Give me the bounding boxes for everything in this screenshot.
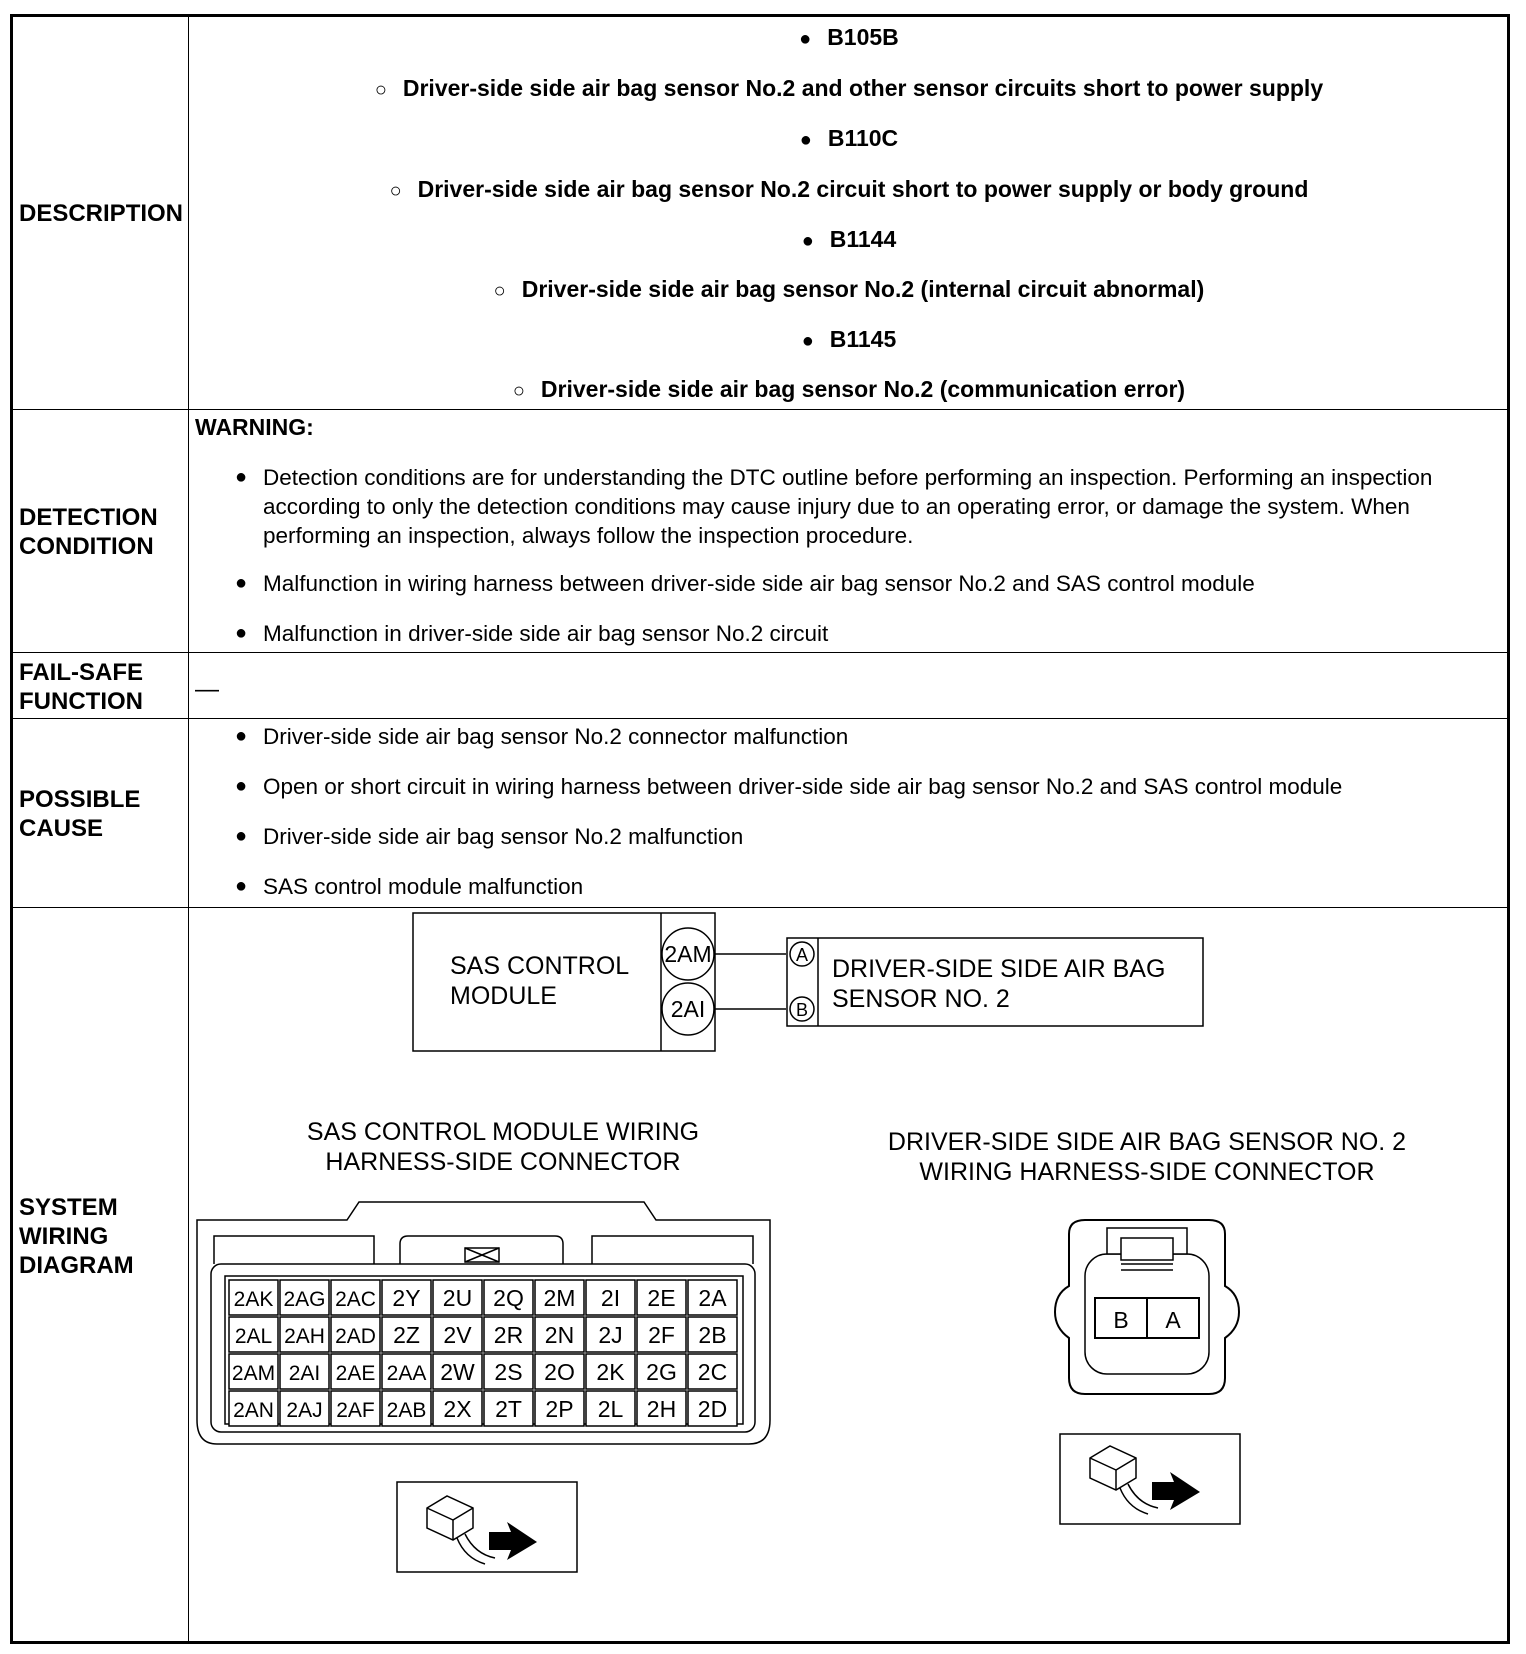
pin-label: 2AN bbox=[233, 1399, 274, 1422]
pin-label: 2O bbox=[544, 1359, 575, 1385]
dtc-code: ● B110C bbox=[799, 125, 899, 151]
sensor-pin-a: A bbox=[1165, 1307, 1181, 1333]
list-item: ● Open or short circuit in wiring harness between driver-side side air bag sensor No.2 and SAS control module bbox=[235, 774, 1343, 799]
description-content bbox=[189, 17, 1507, 409]
pin-label: 2P bbox=[545, 1396, 574, 1422]
terminal-label: B bbox=[795, 1000, 809, 1020]
bullet-icon: ● bbox=[235, 825, 248, 847]
pin-label: 2AI bbox=[288, 1362, 321, 1385]
list-item: ● Malfunction in driver-side side air bag sensor No.2 circuit bbox=[235, 621, 829, 646]
pin-label: 2AJ bbox=[286, 1399, 323, 1422]
list-item: ● SAS control module malfunction bbox=[235, 874, 584, 899]
pin-label: 2J bbox=[598, 1322, 623, 1348]
pin-label: 2W bbox=[440, 1359, 475, 1385]
pin-label: 2V bbox=[443, 1322, 472, 1348]
sensor-connector-title: DRIVER-SIDE SIDE AIR BAG SENSOR NO. 2 bbox=[887, 1128, 1407, 1156]
sensor-pin-b: B bbox=[1113, 1307, 1129, 1333]
sas-module-label: SAS CONTROL bbox=[450, 952, 630, 980]
sensor-box bbox=[787, 938, 1203, 1026]
pin-label: 2U bbox=[442, 1285, 473, 1311]
pin-label: 2M bbox=[543, 1285, 576, 1311]
pin-label: 2B bbox=[698, 1322, 727, 1348]
pin-label: 2AC bbox=[335, 1288, 376, 1311]
fail-safe-value: — bbox=[195, 676, 219, 703]
pin-label: 2K bbox=[596, 1359, 625, 1385]
pin-label: 2AB bbox=[386, 1399, 427, 1422]
list-item: ● Driver-side side air bag sensor No.2 connector malfunction bbox=[235, 724, 849, 749]
pin-label: 2Z bbox=[393, 1322, 420, 1348]
pin-label: 2Y bbox=[392, 1285, 421, 1311]
dtc-description: ○ Driver-side side air bag sensor No.2 and other sensor circuits short to power supply bbox=[374, 75, 1324, 101]
possible-cause-content bbox=[189, 718, 1507, 907]
sensor-connector-title: WIRING HARNESS-SIDE CONNECTOR bbox=[919, 1158, 1375, 1186]
dtc-description: ○ Driver-side side air bag sensor No.2 circuit short to power supply or body ground bbox=[389, 176, 1309, 202]
list-item: ● Detection conditions are for understanding the DTC outline before performing an inspection. Performing an inspection according to only the detection conditions may cause injury due to an operating error, or damage the system. When performing an inspection, always follow the inspection procedure. bbox=[235, 465, 1433, 548]
list-item: ● Driver-side side air bag sensor No.2 malfunction bbox=[235, 824, 744, 849]
list-item: ● Malfunction in wiring harness between driver-side side air bag sensor No.2 and SAS control module bbox=[235, 571, 1255, 596]
terminal-label: A bbox=[795, 945, 809, 965]
dtc-code: ● B105B bbox=[799, 24, 899, 50]
terminal-label: 2AM bbox=[664, 941, 712, 967]
bullet-icon: ● bbox=[235, 466, 248, 488]
pin-label: 2AF bbox=[336, 1399, 375, 1422]
pin-label: 2T bbox=[495, 1396, 522, 1422]
detection-condition-content bbox=[189, 409, 1507, 652]
wiring-diagram-content bbox=[189, 908, 1507, 1641]
pin-label: 2I bbox=[600, 1285, 621, 1311]
bullet-icon: ● bbox=[235, 572, 248, 594]
pin-label: 2L bbox=[597, 1396, 624, 1422]
pin-label: 2F bbox=[648, 1322, 675, 1348]
terminal-label: 2AI bbox=[670, 996, 706, 1022]
pin-label: 2AK bbox=[233, 1288, 274, 1311]
pin-label: 2AL bbox=[234, 1325, 273, 1348]
pin-label: 2AH bbox=[284, 1325, 325, 1348]
sensor-label: DRIVER-SIDE SIDE AIR BAG bbox=[832, 955, 1166, 983]
sas-connector-title: SAS CONTROL MODULE WIRING bbox=[306, 1118, 700, 1146]
sensor-label: SENSOR NO. 2 bbox=[832, 985, 1010, 1013]
bullet-icon: ● bbox=[235, 775, 248, 797]
lock-icon bbox=[465, 1248, 499, 1262]
sensor-connector bbox=[1055, 1220, 1239, 1394]
pin-label: 2S bbox=[494, 1359, 523, 1385]
pin-label: 2E bbox=[647, 1285, 676, 1311]
pin-label: 2N bbox=[544, 1322, 575, 1348]
dtc-code: ● B1144 bbox=[801, 226, 897, 252]
sas-module-label: MODULE bbox=[450, 982, 557, 1010]
bullet-icon: ● bbox=[235, 875, 248, 897]
pin-label: 2H bbox=[646, 1396, 677, 1422]
possible-cause-label: POSSIBLE CAUSE bbox=[19, 786, 141, 842]
sas-connector-title: HARNESS-SIDE CONNECTOR bbox=[325, 1148, 681, 1176]
pin-label: 2A bbox=[698, 1285, 727, 1311]
pin-label: 2C bbox=[697, 1359, 728, 1385]
pin-label: 2AA bbox=[386, 1362, 427, 1385]
pin-label: 2D bbox=[697, 1396, 728, 1422]
dtc-table bbox=[10, 14, 1510, 1644]
system-wiring-diagram-label: SYSTEM WIRING DIAGRAM bbox=[19, 1194, 134, 1279]
fail-safe-content bbox=[189, 652, 1507, 718]
pin-label: 2G bbox=[646, 1359, 677, 1385]
wiring-diagram bbox=[189, 908, 1507, 1641]
pin-label: 2AE bbox=[335, 1362, 376, 1385]
description-label: DESCRIPTION bbox=[19, 200, 184, 227]
pin-label: 2AD bbox=[335, 1325, 376, 1348]
detection-condition-label: DETECTION CONDITION bbox=[19, 504, 158, 560]
bullet-icon: ● bbox=[235, 622, 248, 644]
dtc-code: ● B1145 bbox=[801, 326, 897, 352]
fail-safe-label: FAIL-SAFE FUNCTION bbox=[19, 659, 143, 715]
pin-label: 2AM bbox=[231, 1362, 276, 1385]
pin-label: 2X bbox=[443, 1396, 472, 1422]
bullet-icon: ● bbox=[235, 725, 248, 747]
pin-label: 2R bbox=[493, 1322, 524, 1348]
harness-view-icon bbox=[1060, 1434, 1240, 1524]
sas-control-module-box bbox=[413, 913, 715, 1051]
sas-connector bbox=[197, 1202, 770, 1444]
dtc-description: ○ Driver-side side air bag sensor No.2 (internal circuit abnormal) bbox=[493, 276, 1205, 302]
pin-label: 2Q bbox=[493, 1285, 524, 1311]
pin-label: 2AG bbox=[283, 1288, 326, 1311]
dtc-description: ○ Driver-side side air bag sensor No.2 (communication error) bbox=[512, 376, 1186, 402]
warning-title: WARNING: bbox=[195, 414, 314, 440]
harness-view-icon bbox=[397, 1482, 577, 1572]
